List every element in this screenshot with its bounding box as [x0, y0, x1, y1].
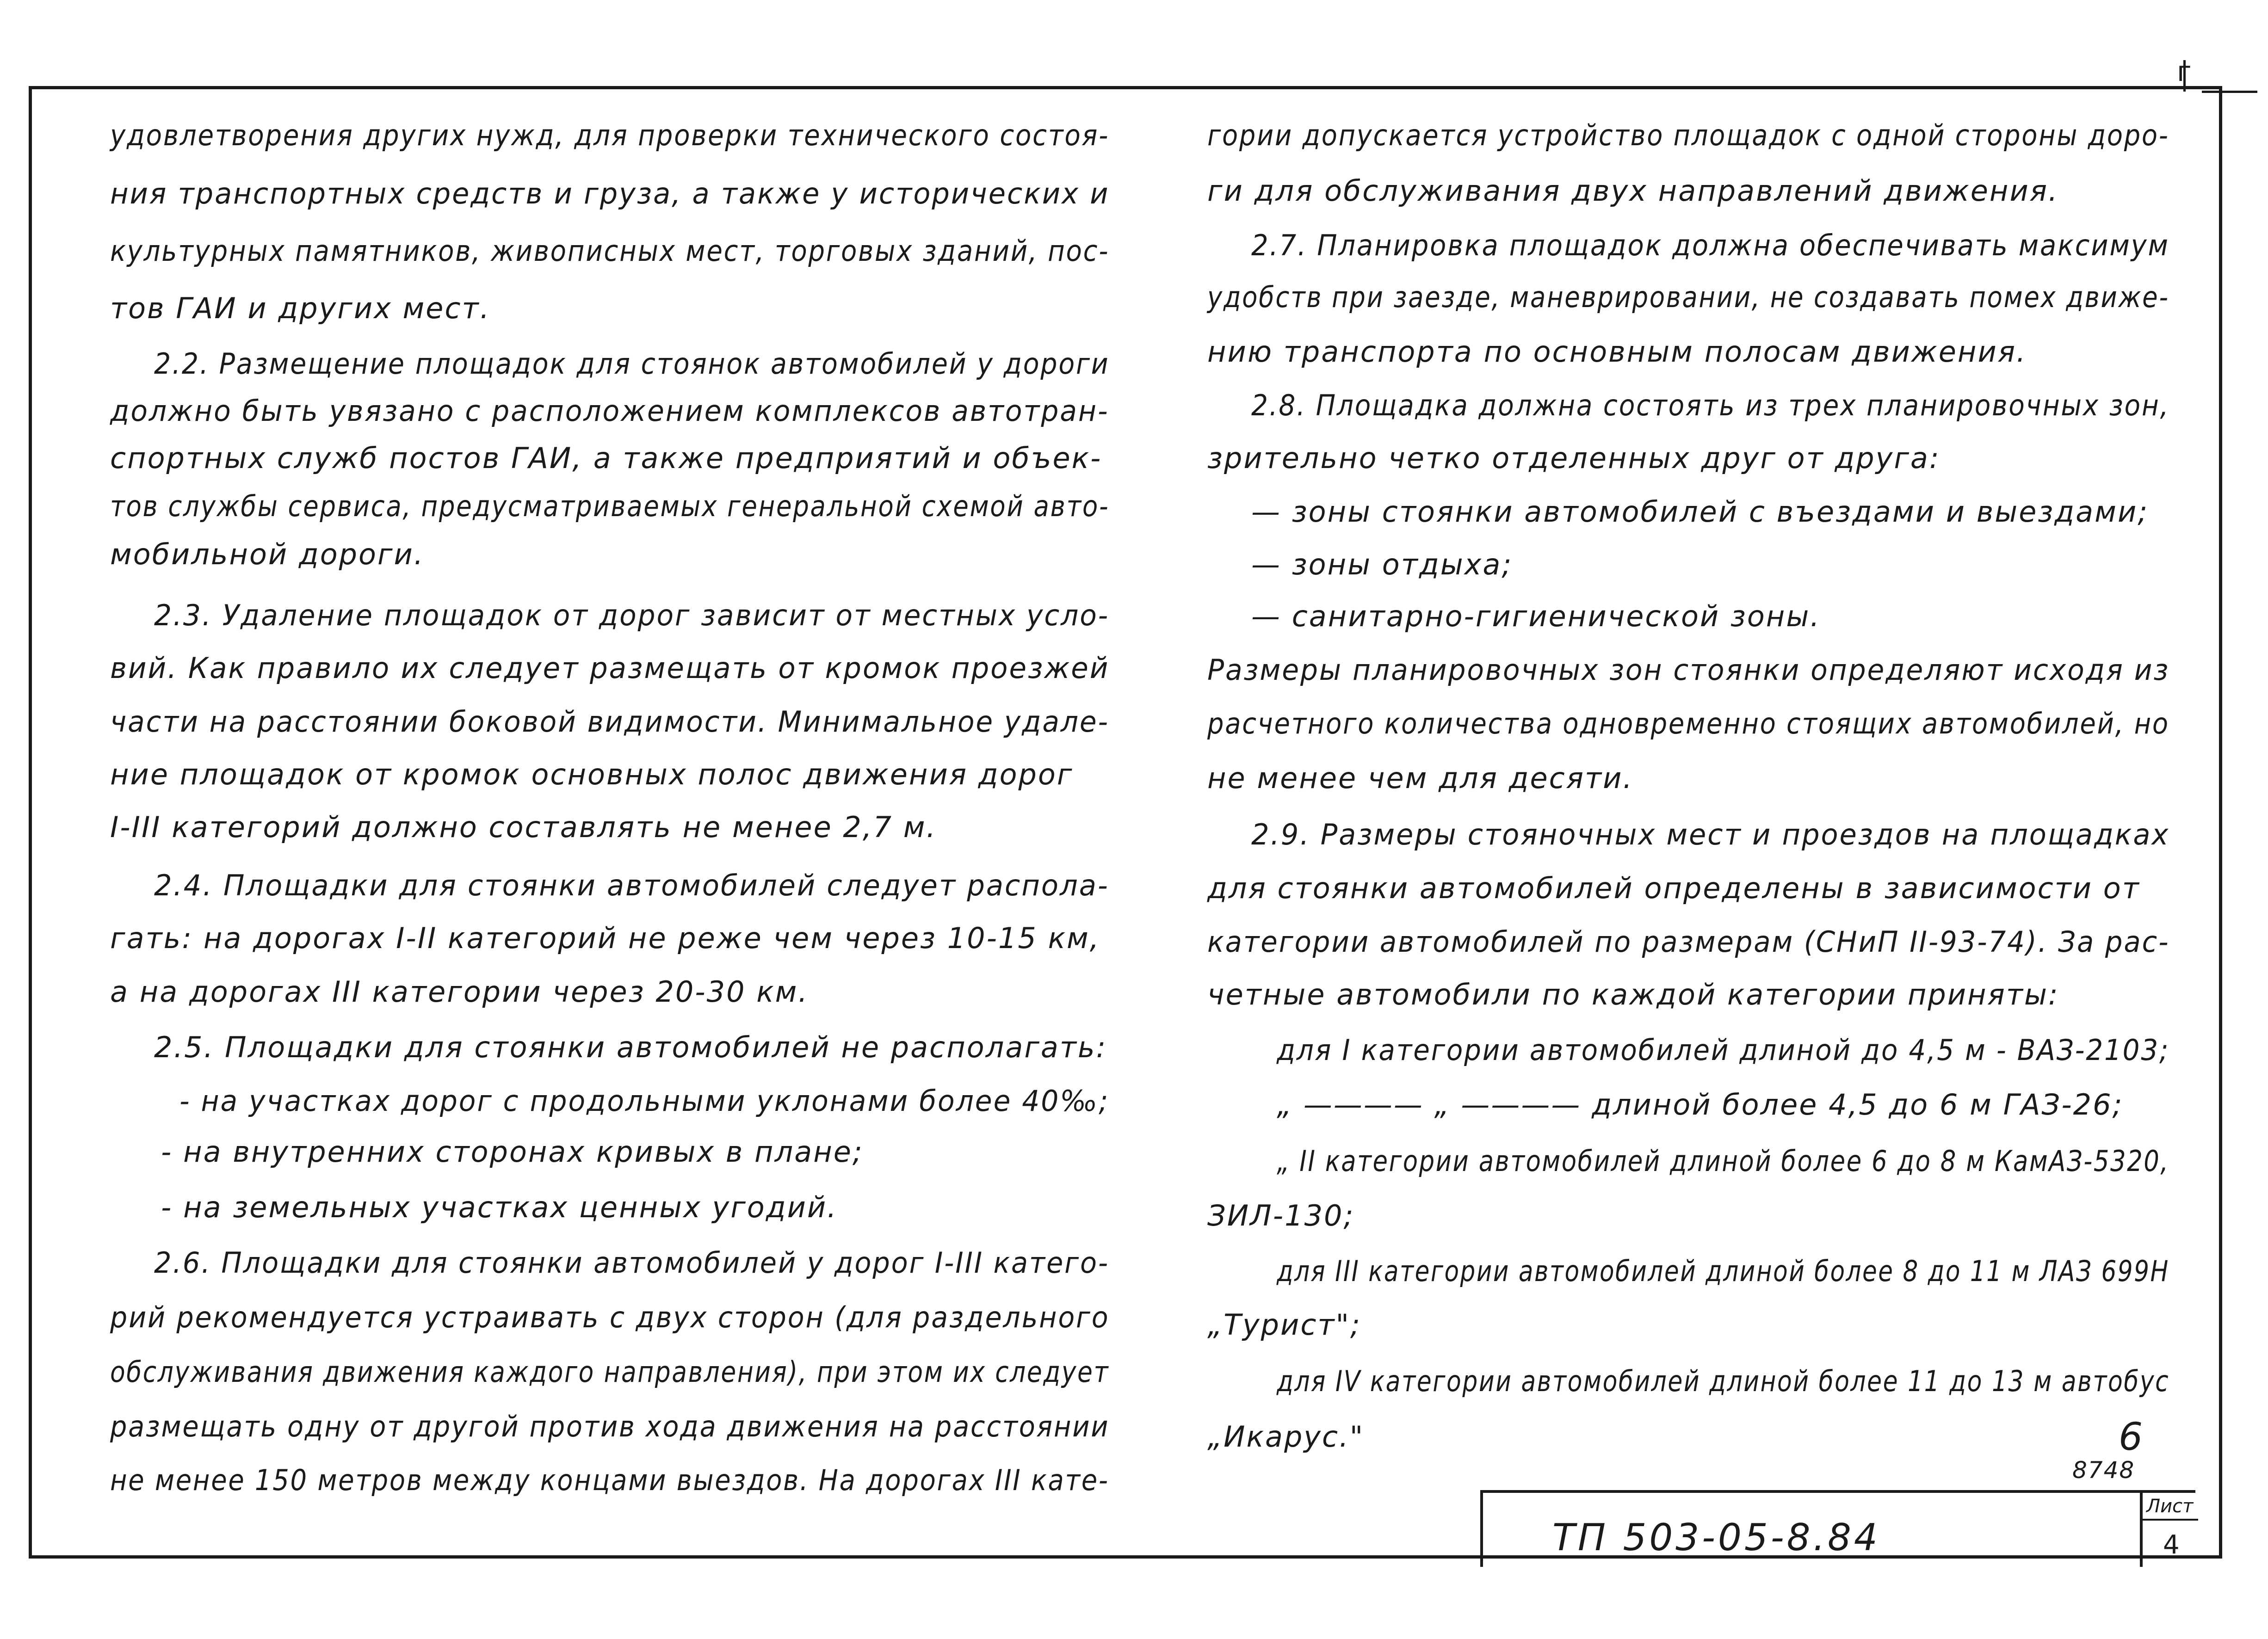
sheet-cell	[2140, 1493, 2198, 1567]
sheet-number: 4	[2163, 1530, 2180, 1560]
text-line: - на земельных участках ценных угодий.	[161, 1190, 838, 1224]
sheet-label: Лист	[2146, 1496, 2194, 1517]
text-line: ги для обслуживания двух направлений движения.	[1207, 174, 2059, 208]
text-line: Размеры планировочных зон стоянки определяют исходя из	[1207, 653, 2170, 687]
text-line: 2.2. Размещение площадок для стоянок автомобилей у дороги	[154, 347, 1110, 381]
text-line: для стоянки автомобилей определены в зависимости от	[1207, 871, 2140, 905]
document-code: ТП 503-05-8.84	[1552, 1516, 1880, 1559]
text-line: 2.4. Площадки для стоянки автомобилей следует распола-	[154, 869, 1109, 902]
text-line: не менее 150 метров между концами выездов. На дорогах III кате-	[110, 1463, 1109, 1497]
text-line: 2.6. Площадки для стоянки автомобилей у дорог I-III катего-	[154, 1246, 1109, 1280]
text-line: не менее чем для десяти.	[1207, 761, 1634, 795]
text-line: гать: на дорогах I-II категорий не реже чем через 10-15 км,	[110, 921, 1100, 955]
text-line: ние площадок от кромок основных полос движения дорог	[110, 758, 1074, 791]
title-block	[1480, 1490, 2195, 1567]
text-line: должно быть увязано с расположением комплексов автотран-	[110, 394, 1109, 428]
text-line: 2.9. Размеры стояночных мест и проездов на площадках	[1251, 818, 2170, 851]
text-line: 2.7. Планировка площадок должна обеспечивать максимум	[1251, 228, 2169, 262]
text-line: нию транспорта по основным полосам движения.	[1207, 335, 2027, 369]
text-line: ЗИЛ-130;	[1207, 1199, 1355, 1232]
text-line: ния транспортных средств и груза, а также у исторических и	[110, 177, 1110, 210]
text-line: 2.5. Площадки для стоянки автомобилей не располагать:	[154, 1030, 1107, 1064]
text-line: для IV категории автомобилей длиной более 11 до 13 м автобус	[1277, 1364, 2170, 1398]
text-line: - на внутренних сторонах кривых в плане;	[161, 1135, 864, 1169]
sheet-label-divider	[2143, 1519, 2198, 1521]
text-line: спортных служб постов ГАИ, а также предприятий и объек-	[110, 441, 1102, 475]
text-line: мобильной дороги.	[110, 537, 425, 571]
text-line: гории допускается устройство площадок с одной стороны доро-	[1207, 118, 2169, 152]
text-line: I-III категорий должно составлять не менее 2,7 м.	[110, 810, 937, 844]
text-line: вий. Как правило их следует размещать от кромок проезжей	[110, 651, 1110, 685]
text-line: тов службы сервиса, предусматриваемых генеральной схемой авто-	[110, 489, 1110, 523]
text-line: обслуживания движения каждого направления), при этом их следует	[110, 1355, 1110, 1389]
text-line: — санитарно-гигиенической зоны.	[1251, 599, 1821, 633]
text-line: „ ———— „ ———— длиной более 4,5 до 6 м ГАЗ-26;	[1277, 1088, 2124, 1121]
text-line: четные автомобили по каждой категории приняты:	[1207, 978, 2059, 1011]
text-line: „Турист";	[1207, 1308, 1361, 1342]
inventory-number: 8748	[2072, 1457, 2135, 1484]
text-line: удобств при заезде, маневрировании, не создавать помех движе-	[1207, 280, 2169, 314]
text-line: 2.3. Удаление площадок от дорог зависит от местных усло-	[154, 598, 1110, 632]
corner-bar	[2202, 91, 2257, 93]
text-line: 2.8. Площадка должна состоять из трех планировочных зон,	[1251, 388, 2170, 422]
text-line: „Икарус."	[1207, 1420, 1365, 1454]
text-line: тов ГАИ и других мест.	[110, 291, 491, 325]
text-line: части на расстоянии боковой видимости. Минимальное удале-	[110, 705, 1109, 739]
text-line: - на участках дорог с продольными уклонами более 40‰;	[179, 1084, 1110, 1118]
text-line: а на дорогах III категории через 20-30 км.	[110, 975, 809, 1009]
text-line: размещать одну от другой против хода движения на расстоянии	[110, 1410, 1110, 1443]
text-line: для I категории автомобилей длиной до 4,5 м - ВАЗ-2103;	[1277, 1033, 2170, 1067]
text-line: рий рекомендуется устраивать с двух сторон (для раздельного	[110, 1300, 1110, 1334]
text-line: — зоны отдыха;	[1251, 548, 1513, 581]
text-line: расчетного количества одновременно стоящих автомобилей, но	[1207, 707, 2169, 740]
text-line: категории автомобилей по размерам (СНиП II-93-74). За рас-	[1207, 925, 2170, 959]
text-line: культурных памятников, живописных мест, торговых зданий, пос-	[110, 234, 1110, 268]
text-line: удовлетворения других нужд, для проверки технического состоя-	[110, 118, 1110, 152]
text-line: для III категории автомобилей длиной более 8 до 11 м ЛАЗ 699Н	[1277, 1254, 2169, 1288]
page-number: 6	[2119, 1415, 2143, 1459]
text-line: — зоны стоянки автомобилей с въездами и выездами;	[1251, 495, 2149, 529]
corner-mark: г	[2177, 55, 2192, 88]
text-line: „ II категории автомобилей длиной более 6 до 8 м КамАЗ-5320,	[1277, 1144, 2169, 1178]
text-line: зрительно четко отделенных друг от друга:	[1207, 441, 1940, 475]
